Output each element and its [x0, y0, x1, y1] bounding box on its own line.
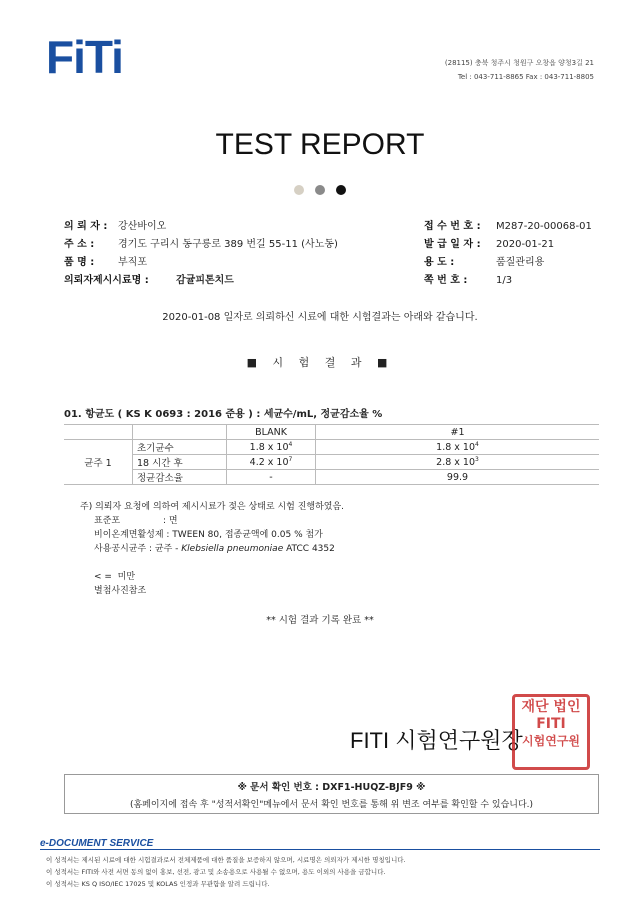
doc-check-box — [64, 774, 599, 814]
col-sample: #1 — [316, 425, 600, 440]
result-notice: 2020-01-08 일자로 의뢰하신 시료에 대한 시험결과는 아래와 같습니다. — [162, 312, 478, 323]
note-line: < = 미만 — [94, 572, 136, 582]
official-seal: 재단 법인 FITI 시험연구원 — [512, 694, 590, 770]
decorative-dots — [0, 180, 640, 199]
sample-value: 99.9 — [316, 470, 600, 485]
address-value: 경기도 구리시 동구릉로 389 번길 55-11 (사노동) — [118, 239, 338, 250]
row-label: 정균감소율 — [133, 470, 227, 485]
page-no-label: 쪽 번 호 : — [424, 275, 468, 286]
note-line: 의뢰자 요청에 의하여 제시시료가 젖은 상태로 시험 진행하였음. — [95, 502, 345, 512]
row-label: 초기균수 — [133, 440, 227, 455]
address-line: (28115) 충북 청주시 청원구 오창읍 양청3길 21 — [444, 59, 594, 67]
strain-group: 균주 1 — [64, 440, 133, 485]
note-line: 비이온계면활성제 : TWEEN 80, 접종균액에 0.05 % 첨가 — [94, 530, 323, 540]
footer-divider — [40, 849, 600, 850]
client-label: 의 뢰 자 : — [64, 221, 108, 232]
receipt-no-value: M287-20-00068-01 — [496, 221, 592, 232]
sample-value: 2.8 x $10^3$ — [316, 455, 600, 470]
notes-prefix: 주) — [80, 502, 93, 512]
table-row — [64, 455, 599, 470]
fiti-logo: FiTi — [46, 31, 123, 83]
blank-value: 4.2 x $10^7$ — [227, 455, 316, 470]
report-title: TEST REPORT — [215, 128, 425, 161]
footer-line: 이 성적서는 제시된 시료에 대한 시험결과로서 전체제품에 대한 품질을 보증하지 않으며, 시료명은 의뢰자가 제시한 명칭입니다. — [46, 856, 406, 864]
footer-line: 이 성적서는 KS Q ISO/IEC 17025 및 KOLAS 인정과 무관함을 알려 드립니다. — [46, 880, 270, 888]
sample-name-value: 감귤피톤치드 — [176, 275, 234, 286]
col-blank: BLANK — [227, 425, 316, 440]
row-label: 18 시간 후 — [133, 455, 227, 470]
results-table — [64, 424, 599, 485]
product-value: 부직포 — [118, 257, 147, 268]
client-value: 강산바이오 — [118, 221, 167, 232]
signer-name: FITI 시험연구원장 — [350, 728, 523, 753]
contact-line: Tel : 043-711-8865 Fax : 043-711-8805 — [457, 73, 594, 81]
footer-line: 이 성적서는 FITI와 사전 서면 동의 없이 홍보, 선전, 광고 및 소송용으로 사용될 수 없으며, 용도 이외의 사용을 금합니다. — [46, 868, 386, 876]
issue-date-label: 발 급 일 자 : — [424, 239, 481, 250]
test-heading: 01. 항균도 ( KS K 0693 : 2016 준용 ) : 세균수/mL, 정균감소율 % — [64, 409, 383, 420]
section-title: ■ 시 험 결 과 ■ — [246, 356, 394, 369]
edocument-brand: e-DOCUMENT SERVICE — [40, 838, 154, 849]
dot-gray — [315, 185, 325, 195]
purpose-value: 품질관리용 — [496, 257, 545, 268]
product-label: 품 명 : — [64, 257, 95, 268]
sample-value: 1.8 x $10^4$ — [316, 440, 600, 455]
doc-check-instruction: (홈페이지에 접속 후 "성적서확인"메뉴에서 문서 확인 번호를 통해 위 변조 여부를 확인할 수 있습니다.) — [129, 800, 534, 810]
blank-value: - — [227, 470, 316, 485]
table-corner-2 — [133, 425, 227, 440]
footer-disclaimer — [46, 854, 406, 890]
table-row — [64, 470, 599, 485]
dot-light — [294, 185, 304, 195]
receipt-no-label: 접 수 번 호 : — [424, 221, 481, 232]
address-block — [445, 56, 594, 84]
doc-check-number: ※ 문서 확인 번호 : DXF1-HUQZ-BJF9 ※ — [237, 782, 426, 793]
blank-value: 1.8 x $10^4$ — [227, 440, 316, 455]
completion-text: ** 시험 결과 기록 완료 ** — [266, 615, 374, 626]
table-header-row — [64, 425, 599, 440]
purpose-label: 용 도 : — [424, 257, 455, 268]
address-label: 주 소 : — [64, 239, 95, 250]
page-no-value: 1/3 — [496, 275, 513, 286]
table-corner — [64, 425, 133, 440]
note-line: 별첨사진참조 — [94, 586, 147, 596]
notes-block — [80, 500, 344, 598]
note-line: 사용공시균주 : 균주 - Klebsiella pneumoniae ATCC 4352 — [94, 544, 335, 554]
table-row — [64, 440, 599, 455]
sample-name-label: 의뢰자제시시료명 : — [64, 275, 149, 286]
note-line: 표준포 : 면 — [94, 516, 178, 526]
issue-date-value: 2020-01-21 — [496, 239, 555, 250]
dot-black — [336, 185, 346, 195]
